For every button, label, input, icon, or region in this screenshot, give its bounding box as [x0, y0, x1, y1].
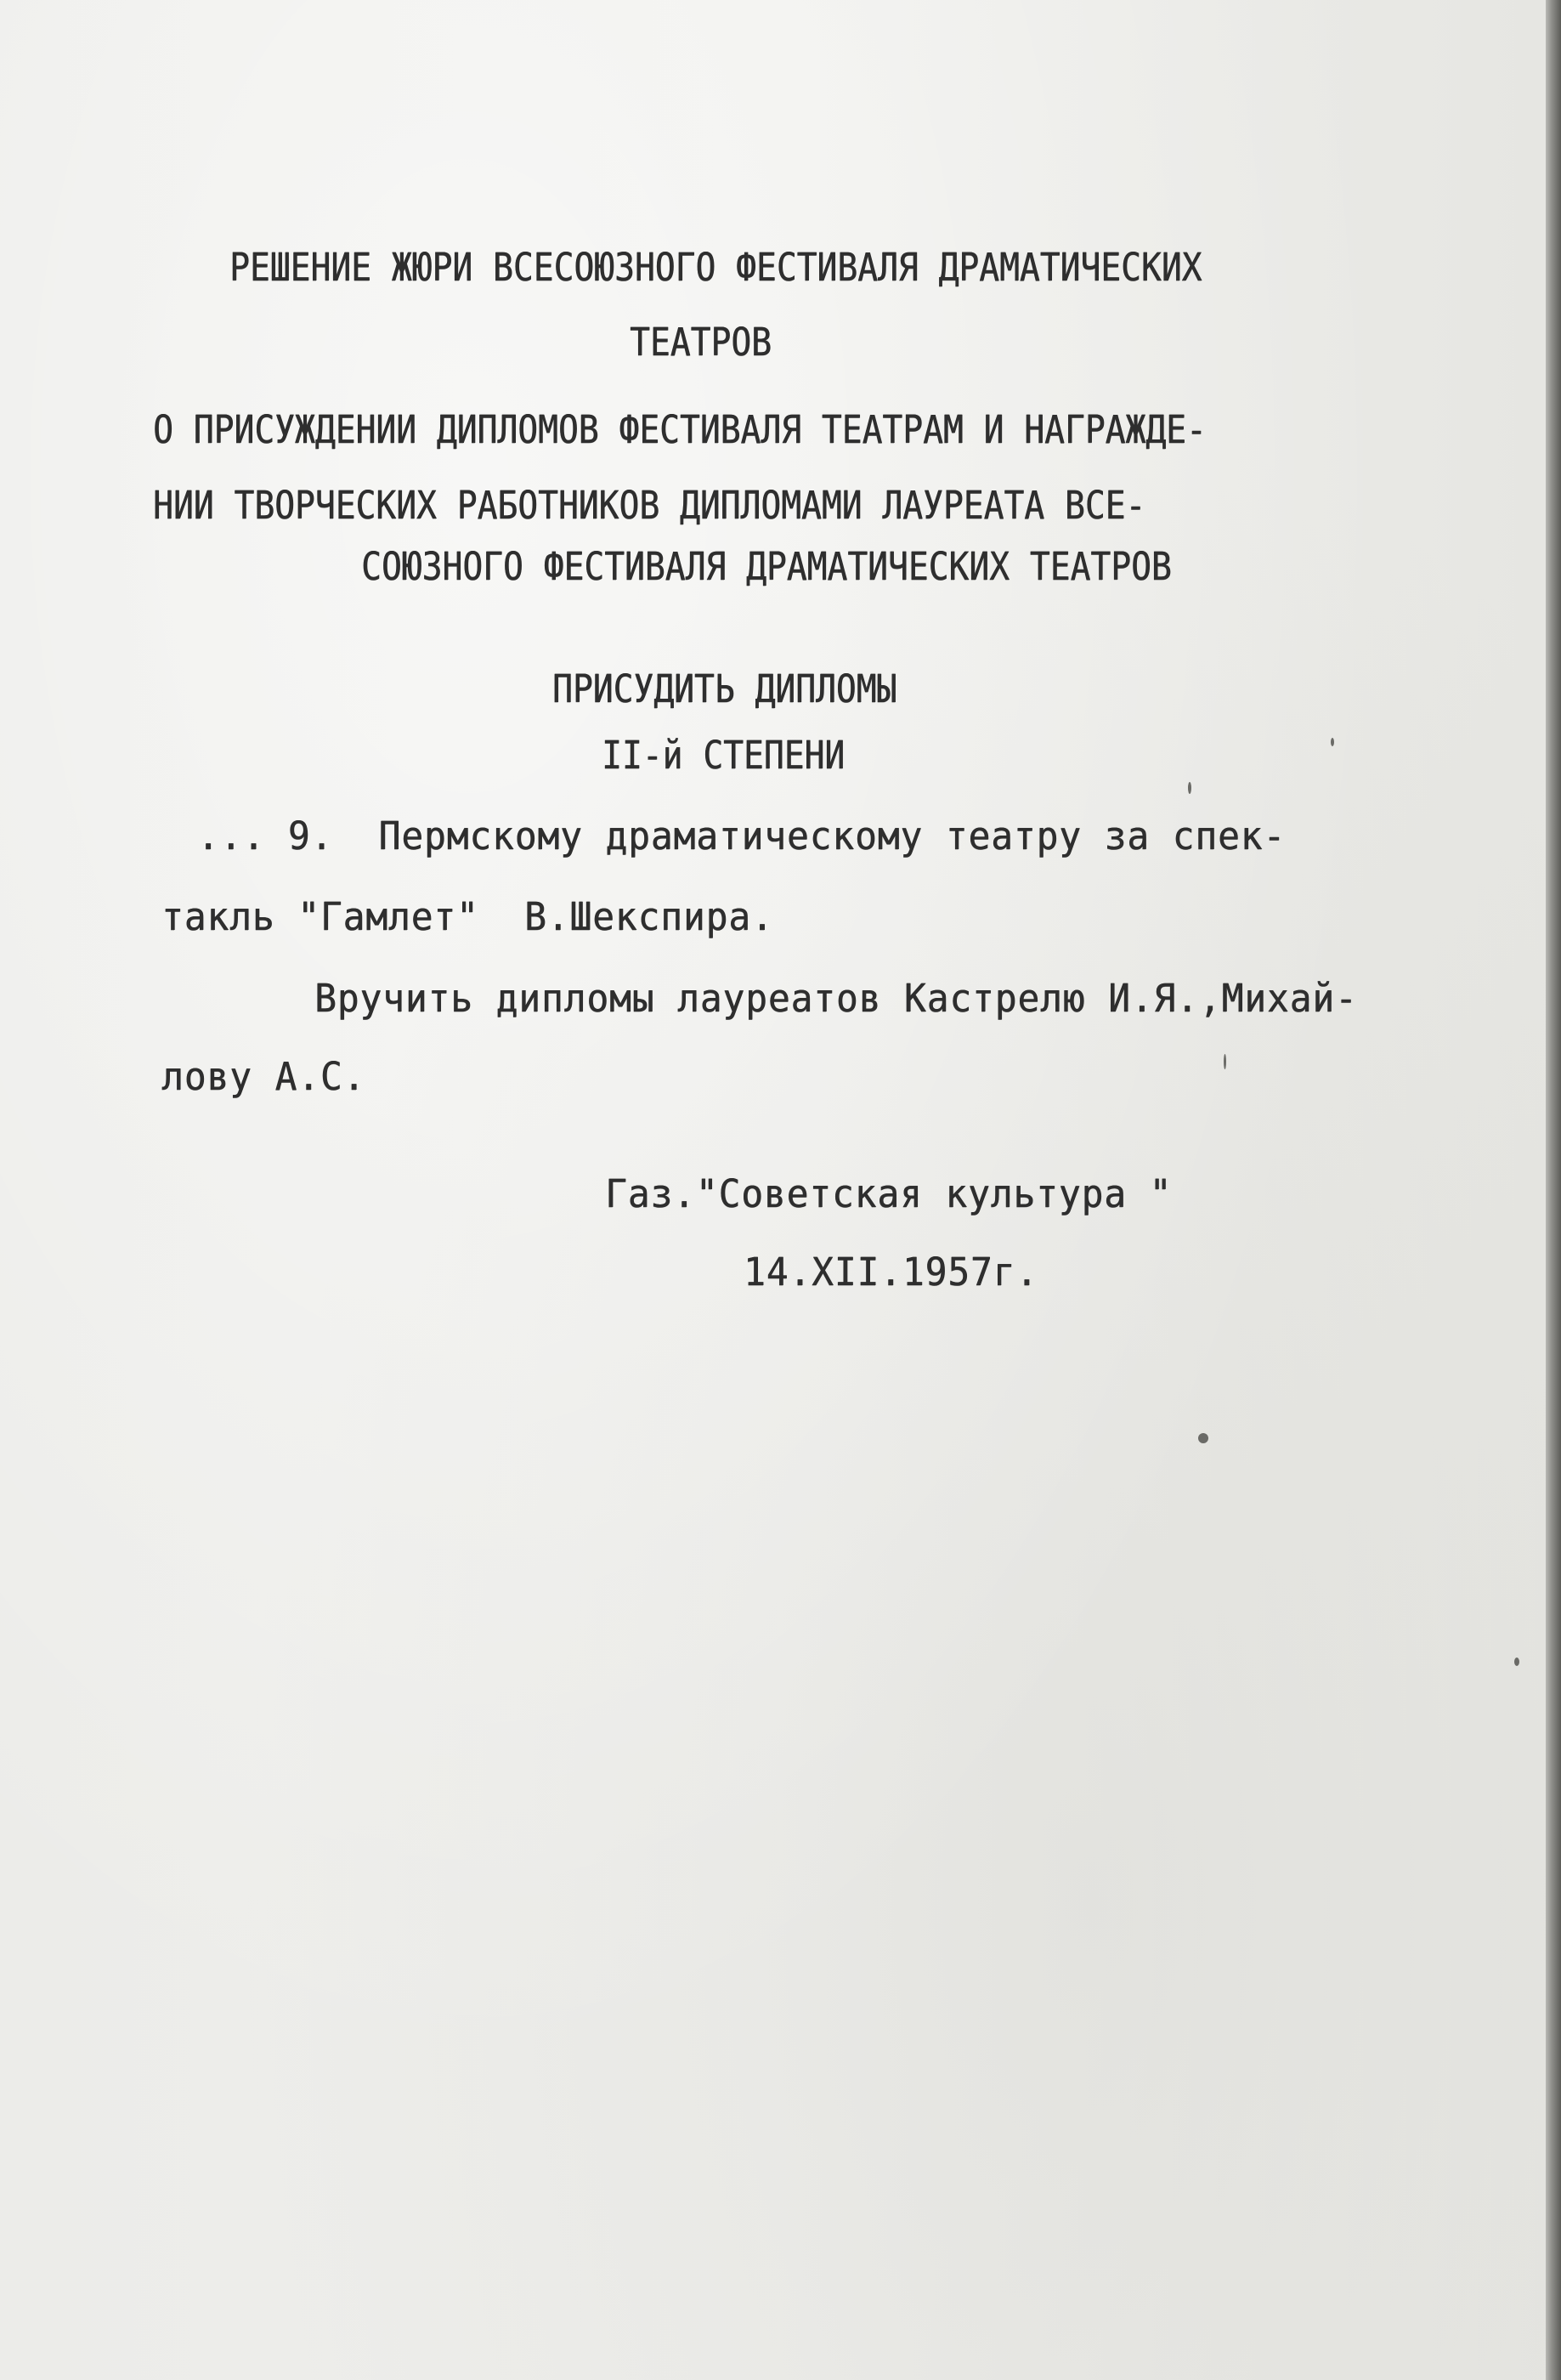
source-line-1: Газ."Советская культура " [605, 1171, 1173, 1216]
subtitle-line-3: СОЮЗНОГО ФЕСТИВАЛЯ ДРАМАТИЧЕСКИХ ТЕАТРОВ [361, 544, 1172, 589]
title-line-2: ТЕАТРОВ [630, 320, 772, 365]
source-line-2: 14.XII.1957г. [744, 1250, 1038, 1295]
section-heading-line-2: II-й СТЕПЕНИ [602, 733, 846, 778]
subtitle-line-2: НИИ ТВОРЧЕСКИХ РАБОТНИКОВ ДИПЛОМАМИ ЛАУРЕАТА ВСЕ- [153, 483, 1146, 528]
entry-line-2: такль "Гамлет" В.Шекспира. [161, 894, 774, 939]
page-edge-shadow [1546, 0, 1561, 2380]
section-heading-line-1: ПРИСУДИТЬ ДИПЛОМЫ [552, 666, 897, 711]
ink-speck [1224, 1054, 1226, 1069]
ink-speck [1198, 1433, 1208, 1443]
subtitle-line-1: О ПРИСУЖДЕНИИ ДИПЛОМОВ ФЕСТИВАЛЯ ТЕАТРАМ И НАГРАЖДЕ- [153, 407, 1207, 452]
ink-speck [1514, 1658, 1519, 1666]
title-line-1: РЕШЕНИЕ ЖЮРИ ВСЕСОЮЗНОГО ФЕСТИВАЛЯ ДРАМАТИЧЕСКИХ [229, 245, 1202, 290]
paragraph-line-1: Вручить дипломы лауреатов Кастрелю И.Я.,Михай- [314, 976, 1358, 1021]
ink-speck [1331, 738, 1334, 746]
paragraph-line-2: лову А.С. [161, 1054, 366, 1099]
ink-speck [1188, 782, 1191, 794]
entry-line-1: ... 9. Пермскому драматическому театру за спек- [197, 813, 1287, 858]
